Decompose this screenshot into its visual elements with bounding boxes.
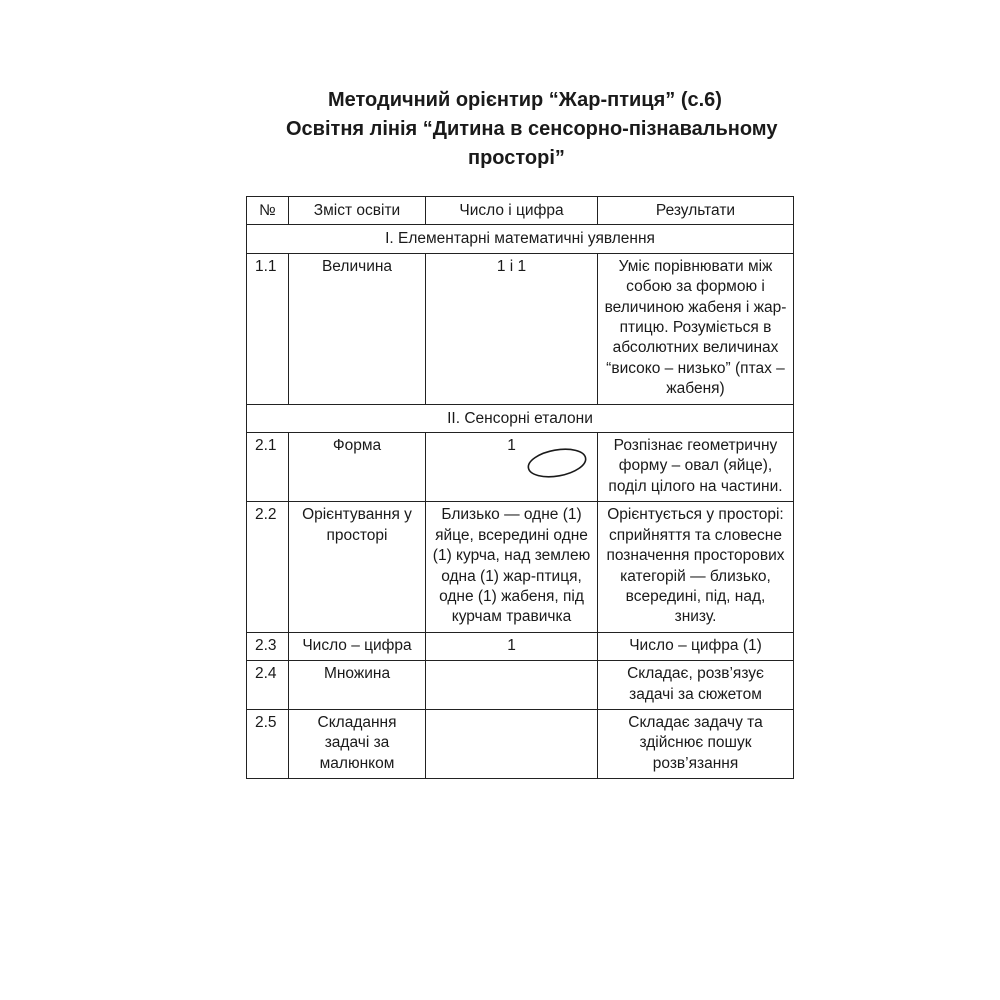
row-number: 1.1 xyxy=(247,253,289,404)
row-result: Уміє порівнювати між собою за формою і величиною жабеня і жар-птицю. Розуміється в абсолютних величинах “високо – низько” (птах – жабеня) xyxy=(598,253,794,404)
title-line-3: просторі” xyxy=(468,147,565,169)
header-number: № xyxy=(247,197,289,225)
row-result: Складає, розв’язує задачі за сюжетом xyxy=(598,661,794,710)
row-number-digit xyxy=(426,709,598,778)
header-results: Результати xyxy=(598,197,794,225)
row-number: 2.3 xyxy=(247,632,289,660)
row-result: Складає задачу та здійснює пошук розв’язання xyxy=(598,709,794,778)
table-row xyxy=(247,433,794,502)
table-row xyxy=(247,502,794,632)
section-row xyxy=(247,404,794,432)
row-content: Множина xyxy=(289,661,426,710)
header-content: Зміст освіти xyxy=(289,197,426,225)
row-number: 2.2 xyxy=(247,502,289,632)
table-row xyxy=(247,709,794,778)
table-row xyxy=(247,253,794,404)
methodology-table xyxy=(246,196,794,779)
row-number-digit: 1 і 1 xyxy=(426,253,598,404)
row-number: 2.1 xyxy=(247,433,289,502)
row-number-digit xyxy=(426,661,598,710)
row-content: Величина xyxy=(289,253,426,404)
document-title xyxy=(250,86,810,173)
section-row xyxy=(247,225,794,253)
table-row xyxy=(247,632,794,660)
row-number: 2.4 xyxy=(247,661,289,710)
title-line-1: Методичний орієнтир “Жар-птиця” (с.6) xyxy=(328,89,722,111)
header-number-digit: Число і цифра xyxy=(426,197,598,225)
section-title: І. Елементарні математичні уявлення xyxy=(247,225,794,253)
row-number-digit: 1 xyxy=(507,437,516,455)
title-line-2: Освітня лінія “Дитина в сенсорно-пізнавальному xyxy=(286,118,778,140)
row-number-digit: Близько — одне (1) яйце, всередині одне (1) курча, над землею одна (1) жар-птиця, одне (1) жабеня, під курчам травичка xyxy=(426,502,598,632)
row-number-digit-cell xyxy=(426,433,598,502)
row-content: Число – цифра xyxy=(289,632,426,660)
row-content: Орієнтування у просторі xyxy=(289,502,426,632)
row-result: Розпізнає геометричну форму – овал (яйце), поділ цілого на частини. xyxy=(598,433,794,502)
row-result: Число – цифра (1) xyxy=(598,632,794,660)
oval-icon xyxy=(526,446,588,480)
row-result: Орієнтується у просторі: сприйняття та словесне позначення просторових категорій — близько, всередині, під, над, знизу. xyxy=(598,502,794,632)
section-title: ІІ. Сенсорні еталони xyxy=(247,404,794,432)
table-row xyxy=(247,661,794,710)
row-content: Складання задачі за малюнком xyxy=(289,709,426,778)
table-header-row xyxy=(247,197,794,225)
row-content: Форма xyxy=(289,433,426,502)
row-number: 2.5 xyxy=(247,709,289,778)
row-number-digit: 1 xyxy=(426,632,598,660)
